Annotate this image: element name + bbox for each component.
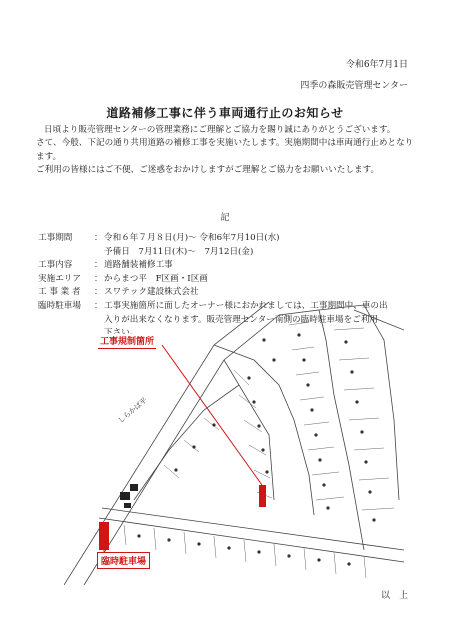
- detail-row-contractor: [38, 286, 418, 300]
- closing-mark: 以 上: [380, 591, 408, 601]
- ki-marker: 記: [220, 213, 230, 223]
- content-label: 工事内容: [38, 260, 73, 271]
- period-dates: 令和６年７月８日(月)～ 令和6年7月10日(水): [104, 233, 280, 243]
- parking-text-line-1: 工事実施箇所に面したオーナー様におかれましては、工事期間中、車の出: [104, 300, 388, 311]
- area-label: 実施エリア: [38, 273, 81, 284]
- work-zone-marker: [259, 485, 266, 507]
- body-paragraph-1: 日頃より販売管理センターの管理業務にご理解とご協力を賜り誠にありがとうございます。: [44, 125, 396, 135]
- parking-zone-marker: [99, 522, 109, 550]
- parking-text-line-2: 入りが出来なくなります。販売管理センター南側の臨時駐車場をご利用: [104, 314, 378, 325]
- colon: ：: [94, 300, 103, 311]
- body-paragraph-2: さて、今般、下記の通り共用道路の補修工事を実施いたします。実施期間中は車両通行止めとなります。: [36, 138, 414, 162]
- parking-label: 臨時駐車場: [38, 300, 81, 311]
- notice-title: 道路補修工事に伴う車両通行止のお知らせ: [106, 106, 344, 120]
- work-zone-callout: 工事規制箇所: [98, 334, 156, 349]
- road-label: しらかば平: [116, 396, 149, 425]
- colon: ：: [94, 287, 103, 298]
- colon: ：: [94, 273, 103, 284]
- content-value: 道路舗装補修工事: [104, 260, 173, 271]
- notice-body: [36, 124, 416, 178]
- work-callout-leader: [162, 345, 262, 485]
- colon: ：: [94, 233, 103, 243]
- contractor-label: 工 事 業 者: [38, 287, 81, 298]
- detail-row-period: [38, 232, 418, 259]
- detail-row-area: [38, 273, 418, 287]
- contractor-value: スワテック建設株式会社: [104, 287, 199, 298]
- building-blocks: [120, 484, 138, 508]
- detail-row-content: [38, 259, 418, 273]
- body-paragraph-3: ご利用の皆様にはご不便、ご迷惑をおかけしますがご理解とご協力をお願いいたします。: [36, 165, 380, 176]
- period-label: 工事期間: [38, 233, 73, 243]
- colon: ：: [94, 260, 103, 271]
- area-value: からまつ平 F区画・I区画: [104, 273, 208, 284]
- issue-date: 令和6年7月1日: [345, 60, 408, 70]
- parking-callout: 臨時駐車場: [97, 552, 150, 569]
- lot-lines: [124, 322, 394, 578]
- issuer-organization: 四季の森販売管理センター: [300, 81, 408, 91]
- period-reserve-dates: 予備日 7月11日(木)～ 7月12日(金): [104, 246, 254, 257]
